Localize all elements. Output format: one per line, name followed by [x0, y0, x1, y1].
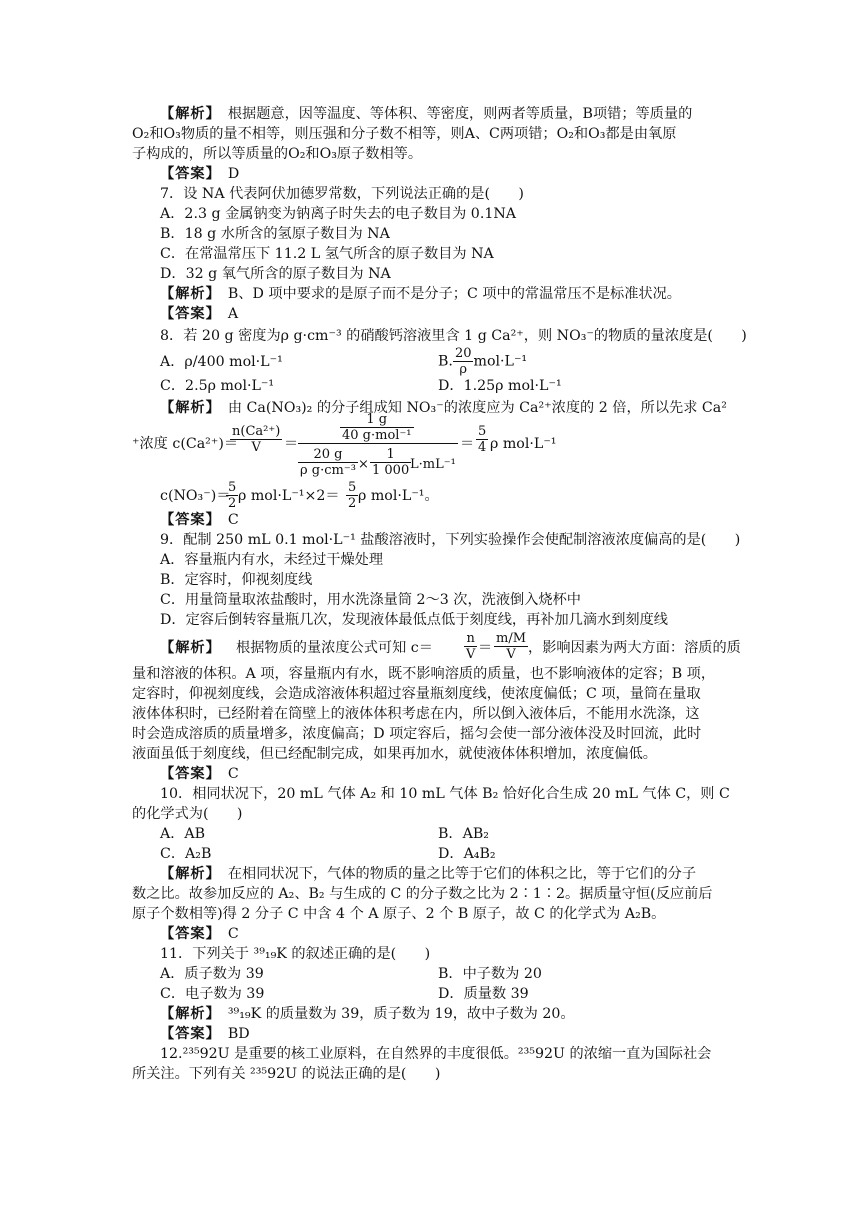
- q7-option-b: B．18 g 水所含的氢原子数目为 NA: [160, 226, 390, 242]
- q7-option-c: C．在常温常压下 11.2 L 氢气所含的原子数目为 NA: [160, 246, 494, 262]
- analysis-11: 【解析】 ³⁹₁₉K 的质量数为 39，质子数为 19，故中子数为 20。: [160, 1006, 575, 1022]
- analysis-10-line-2: 数之比。故参加反应的 A₂、B₂ 与生成的 C 的分子数之比为 2∶1∶2。据质量守恒(反应前后: [132, 886, 713, 902]
- answer-10: 【答案】 C: [160, 926, 239, 942]
- question-7: 7．设 NA 代表阿伏加德罗常数，下列说法正确的是( ): [160, 186, 524, 202]
- q9-option-a: A．容量瓶内有水，未经过干燥处理: [160, 552, 384, 568]
- analysis-9-line-1: 【解析】 根据物质的量浓度公式可知 c＝ $\frac{n}{V}$ ＝ $\frac{m/M}{V}$ ，影响因素为两大方面：溶质的质: [160, 631, 741, 662]
- question-11: 11．下列关于 ³⁹₁₉K 的叙述正确的是( ): [160, 946, 431, 962]
- q9-option-b: B．定容时，仰视刻度线: [160, 572, 313, 588]
- fraction-n-over-v: $\frac{\text{n(Ca²⁺)}}{V}$: [232, 424, 281, 455]
- analysis-9-line-5: 时会造成溶质的质量增多，浓度偏高；D 项定容后，摇匀会使一部分液体没及时回流，此时: [132, 726, 702, 742]
- q10-option-a: A．AB: [160, 826, 206, 842]
- q8-option-b: B. $\frac{20}{\rho}$ mol·L⁻¹: [438, 346, 528, 377]
- question-9: 9．配制 250 mL 0.1 mol·L⁻¹ 盐酸溶液时，下列实验操作会使配制溶液浓度偏高的是( ): [160, 532, 741, 548]
- answer-6: 【答案】 D: [160, 166, 240, 182]
- q10-option-d: D．A₄B₂: [438, 846, 496, 862]
- analysis-8-formula: ⁺浓度 c(Ca²⁺)＝ $\frac{\text{n(Ca²⁺)}}{V}$ ＝ 1 g 40 g·mol⁻¹ $\frac{20 g}{\text{ρ g·cm⁻³}}$ × $\frac{1}{1 000}$ L·mL⁻¹ ＝ $\frac{5}{4}$ ρ mol·L⁻¹: [132, 418, 732, 480]
- q11-options-ab: [132, 964, 732, 984]
- q11-option-d: D．质量数 39: [438, 986, 529, 1002]
- analysis-label: 【解析】: [160, 106, 214, 122]
- analysis-9-line-3: 定容时，仰视刻度线，会造成溶液体积超过容量瓶刻度线，使浓度偏低；C 项，量筒在量取: [132, 686, 701, 702]
- answer-8: 【答案】 C: [160, 512, 239, 528]
- q11-option-a: A．质子数为 39: [160, 966, 264, 982]
- answer-9: 【答案】 C: [160, 766, 239, 782]
- q8-option-a: A．ρ/400 mol·L⁻¹: [160, 354, 283, 370]
- analysis-7: 【解析】 B、D 项中要求的是原子而不是分子；C 项中的常温常压不是标准状况。: [160, 286, 681, 302]
- question-12-line-1: 12.²³⁵92U 是重要的核工业原料，在自然界的丰度很低。²³⁵92U 的浓缩一直为国际社会: [160, 1046, 712, 1062]
- analysis-6-line-3: 子构成的，所以等质量的O₂和O₃原子数相等。: [132, 146, 423, 162]
- analysis-10-line-1: 【解析】 在相同状况下，气体的物质的量之比等于它们的体积之比，等于它们的分子: [160, 866, 697, 882]
- q11-option-c: C．电子数为 39: [160, 986, 265, 1002]
- analysis-9-line-2: 量和溶液的体积。A 项，容量瓶内有水，既不影响溶质的质量，也不影响液体的定容；B 项，: [132, 666, 716, 682]
- q7-option-a: A．2.3 g 金属钠变为钠离子时失去的电子数目为 0.1NA: [160, 206, 517, 222]
- q10-option-b: B．AB₂: [438, 826, 489, 842]
- question-10-line-1: 10．相同状况下，20 mL 气体 A₂ 和 10 mL 气体 B₂ 恰好化合生成 20 mL 气体 C，则 C: [160, 786, 730, 802]
- analysis-6-line-2: O₂和O₃物质的量不相等，则压强和分子数不相等，则A、C两项错；O₂和O₃都是由氧原: [132, 126, 677, 142]
- q11-option-b: B．中子数为 20: [438, 966, 542, 982]
- analysis-10-line-3: 原子个数相等)得 2 分子 C 中含 4 个 A 原子、2 个 B 原子，故 C 的化学式为 A₂B。: [132, 906, 666, 922]
- question-8: 8．若 20 g 密度为ρ g·cm⁻³ 的硝酸钙溶液里含 1 g Ca²⁺，则 NO₃⁻的物质的量浓度是( ): [160, 328, 747, 344]
- q8-option-c: C．2.5ρ mol·L⁻¹: [160, 378, 275, 394]
- document-page: [132, 104, 747, 1084]
- analysis-8-line-1: 【解析】 由 Ca(NO₃)₂ 的分子组成知 NO₃⁻的浓度应为 Ca²⁺浓度的 2 倍，所以先求 Ca²: [160, 400, 727, 416]
- q9-option-d: D．定容后倒转容量瓶几次，发现液体最低点低于刻度线，再补加几滴水到刻度线: [160, 612, 668, 628]
- analysis-8-line-3: c(NO₃⁻)＝ $\frac{5}{2}$ ρ mol·L⁻¹×2＝ $\frac{5}{2}$ ρ mol·L⁻¹。: [160, 480, 439, 511]
- complex-fraction: 1 g 40 g·mol⁻¹ $\frac{20 g}{\text{ρ g·cm⁻³}}$ × $\frac{1}{1 000}$ L·mL⁻¹: [298, 412, 458, 482]
- q10-option-c: C．A₂B: [160, 846, 212, 862]
- q8-options-cd: [132, 376, 732, 398]
- q10-options-cd: [132, 844, 732, 864]
- q9-option-c: C．用量筒量取浓盐酸时，用水洗涤量筒 2～3 次，洗液倒入烧杯中: [160, 592, 581, 608]
- analysis-9-line-4: 液体体积时，已经附着在筒壁上的液体体积考虑在内，所以倒入液体后，不能用水洗涤，这: [132, 706, 700, 722]
- analysis-6-line-1: 【解析】 根据题意，因等温度、等体积、等密度，则两者等质量，B项错；等质量的: [160, 106, 693, 122]
- question-12-line-2: 所关注。下列有关 ²³⁵92U 的说法正确的是( ): [132, 1066, 441, 1082]
- answer-11: 【答案】 BD: [160, 1026, 250, 1042]
- q8-option-d: D．1.25ρ mol·L⁻¹: [438, 378, 562, 394]
- answer-7: 【答案】 A: [160, 306, 239, 322]
- q10-options-ab: [132, 824, 732, 844]
- q11-options-cd: [132, 984, 732, 1004]
- q7-option-d: D．32 g 氧气所含的原子数目为 NA: [160, 266, 391, 282]
- question-10-line-2: 的化学式为( ): [132, 806, 243, 822]
- q8-options-ab: [132, 346, 732, 376]
- analysis-9-line-6: 液面虽低于刻度线，但已经配制完成，如果再加水，就使液体体积增加，浓度偏低。: [132, 746, 657, 762]
